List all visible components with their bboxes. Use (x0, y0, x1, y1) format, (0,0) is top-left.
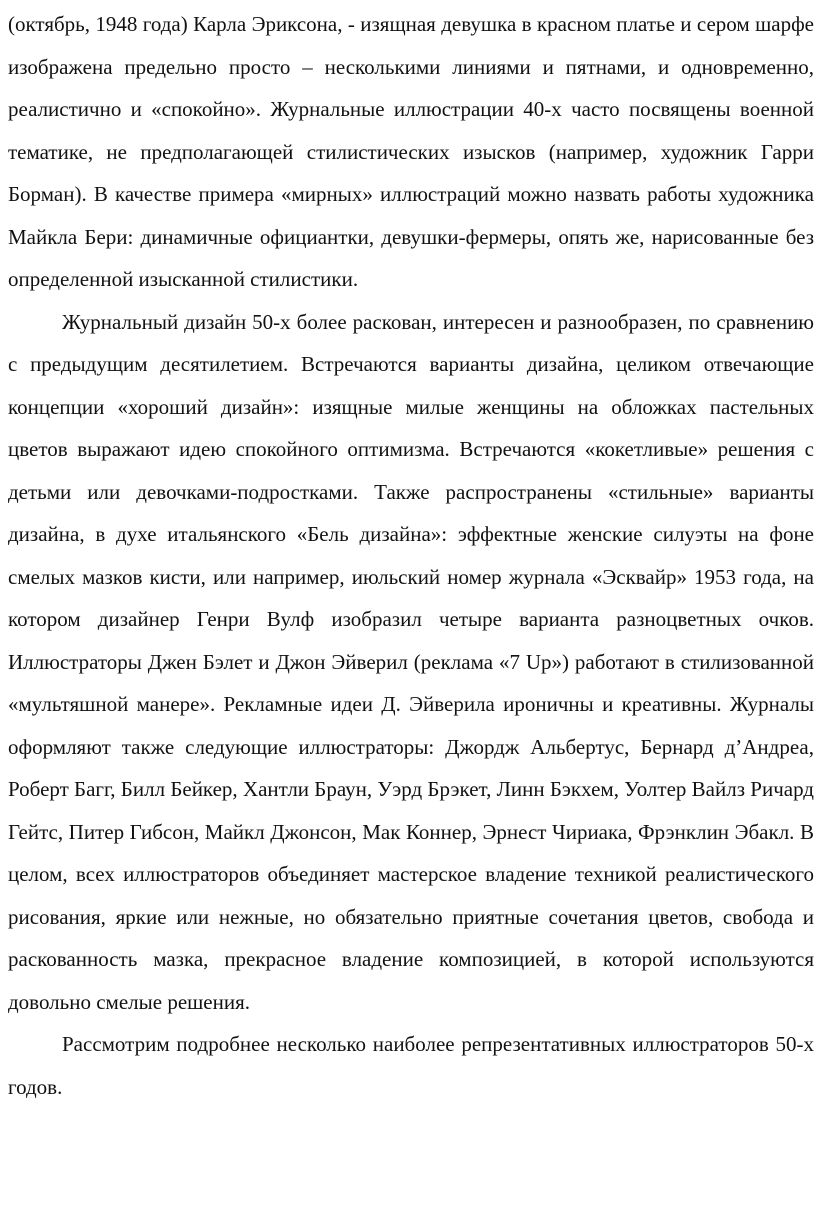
paragraph-continuation: (октябрь, 1948 года) Карла Эриксона, - изящная девушка в красном платье и сером шарфе изображена предельно просто – несколькими линиями и пятнами, и одновременно, реалистично и «спокойно». Журнальные иллюстрации 40-х часто посвящены военной тематике, не предполагающей стилистических изысков (например, художник Гарри Борман). В качестве примера «мирных» иллюстраций можно назвать работы художника Майкла Бери: динамичные официантки, девушки-фермеры, опять же, нарисованные без определенной изысканной стилистики. (8, 12, 814, 291)
paragraph-illustrators-intro: Рассмотрим подробнее несколько наиболее репрезентативных иллюстраторов 50-х годов. (8, 1032, 814, 1099)
paragraph-magazine-design-50s: Журнальный дизайн 50-х более раскован, интересен и разнообразен, по сравнению с предыдущим десятилетием. Встречаются варианты дизайна, целиком отвечающие концепции «хороший дизайн»: изящные милые женщины на обложках пастельных цветов выражают идею спокойного оптимизма. Встречаются «кокетливые» решения с детьми или девочками-подростками. Также распространены «стильные» варианты дизайна, в духе итальянского «Бель дизайна»: эффектные женские силуэты на фоне смелых мазков кисти, или например, июльский номер журнала «Эсквайр» 1953 года, на котором дизайнер Генри Вулф изобразил четыре варианта разноцветных очков. Иллюстраторы Джен Бэлет и Джон Эйверил (реклама «7 Up») работают в стилизованной «мультяшной манере». Рекламные идеи Д. Эйверила ироничны и креативны. Журналы оформляют также следующие иллюстраторы: Джордж Альбертус, Бернард д’Андреа, Роберт Багг, Билл Бейкер, Хантли Браун, Уэрд Брэкет, Линн Бэкхем, Уолтер Вайлз Ричард Гейтс, Питер Гибсон, Майкл Джонсон, Мак Коннер, Эрнест Чириака, Фрэнклин Эбакл. В целом, всех иллюстраторов объединяет мастерское владение техникой реалистического рисования, яркие или нежные, но обязательно приятные сочетания цветов, свобода и раскованность мазка, прекрасное владение композицией, в которой используются довольно смелые решения. (8, 309, 814, 1014)
